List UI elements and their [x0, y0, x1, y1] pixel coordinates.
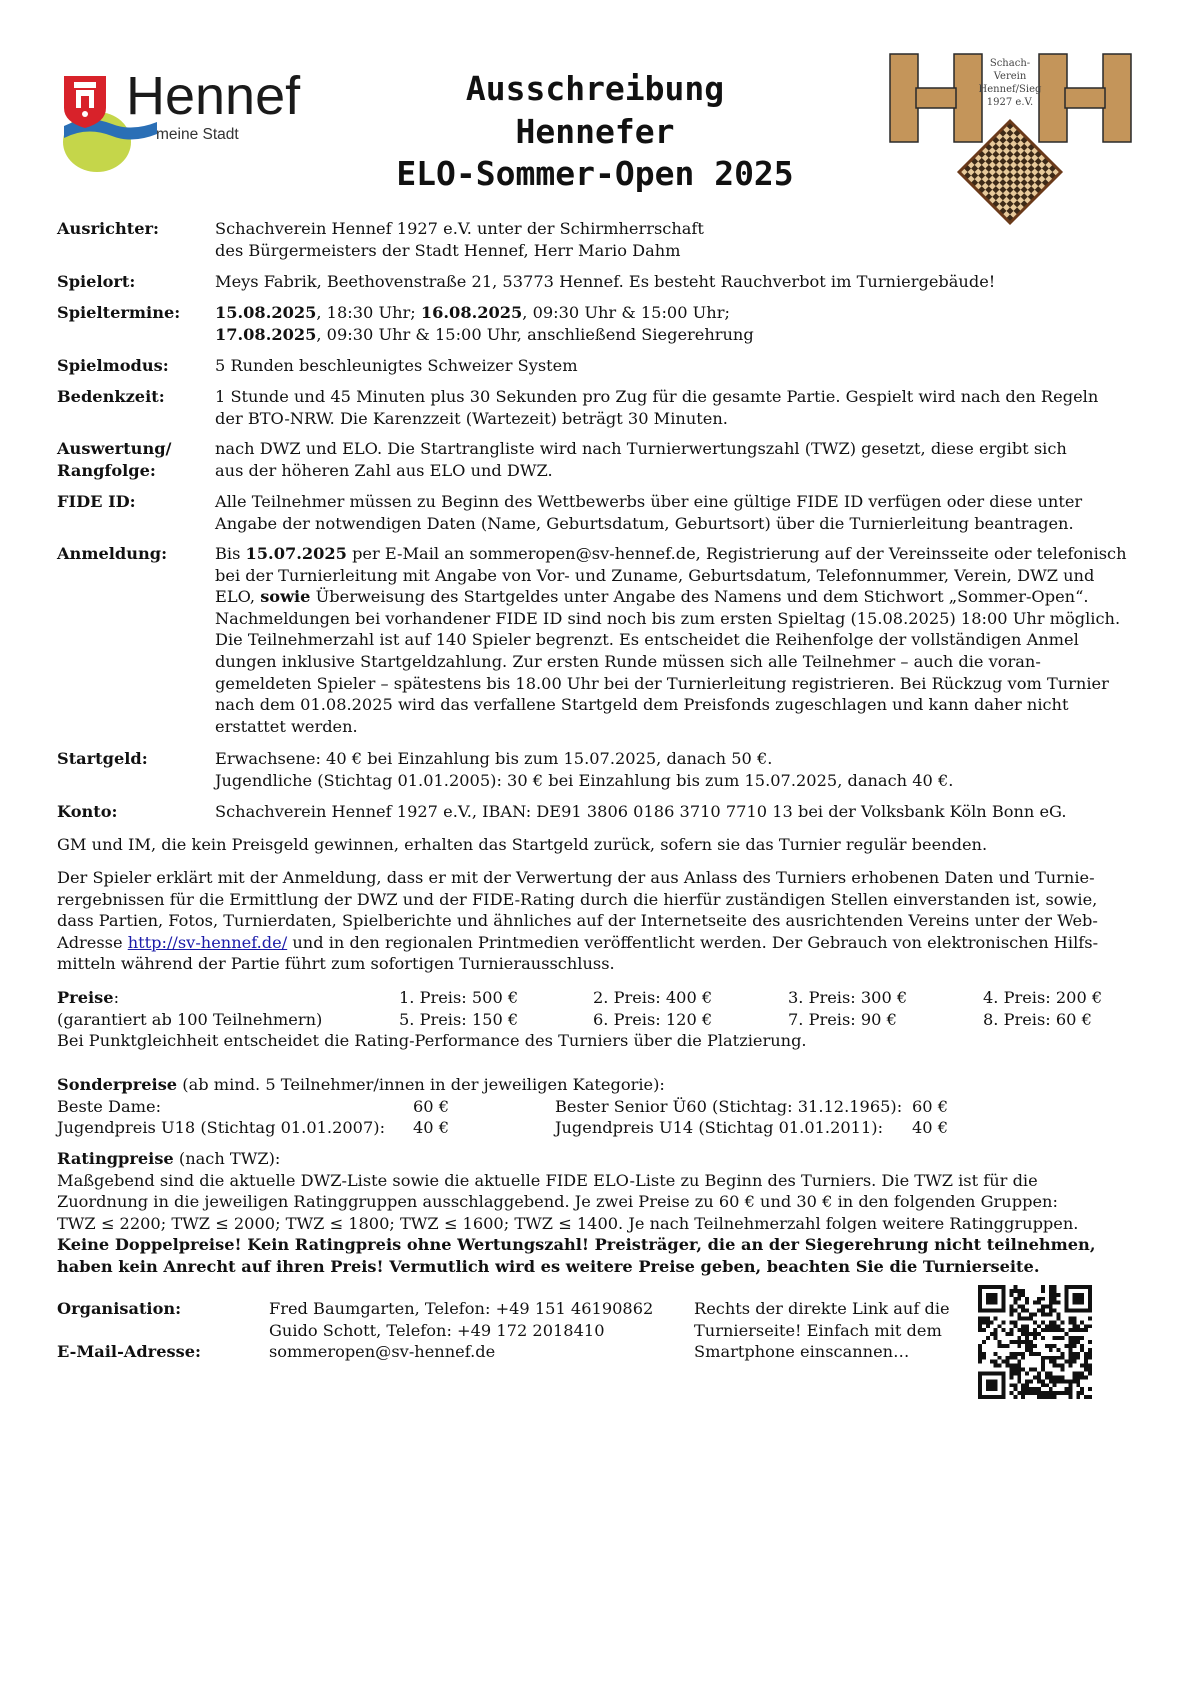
hennef-city-logo: [62, 64, 352, 174]
preise-tiebreak: Bei Punktgleichheit entscheidet die Rating-Performance des Turniers über die Platzierung.: [57, 1031, 807, 1051]
datenschutz-line-4: [57, 932, 1137, 954]
sonderpreis-name-3: Jugendpreis U18 (Stichtag 01.01.2007):: [57, 1118, 386, 1138]
preise-section: [57, 987, 1137, 1053]
value-fide-id: [215, 491, 1190, 534]
prize-1: 1. Preis: 500 €: [399, 988, 519, 1007]
prize-6: 6. Preis: 120 €: [593, 1009, 713, 1029]
label-spielmodus: Spielmodus:: [57, 356, 169, 375]
date-1: 15.08.2025: [215, 303, 317, 322]
bedenkzeit-line-1: 1 Stunde und 45 Minuten plus 30 Sekunden pro Zug für die gesamte Partie. Gespielt wird nach den Regeln: [215, 387, 1099, 406]
startgeld-line-1: Erwachsene: 40 € bei Einzahlung bis zum 15.07.2025, danach 50 €.: [215, 749, 773, 768]
sonderpreis-amount-3: 40 €: [413, 1118, 450, 1138]
ratingpreise-line-2: Zuordnung in die jeweiligen Ratinggruppen ausschlaggebend. Je zwei Preise zu 60 € und 30 € in den folgenden Gruppen:: [57, 1192, 1058, 1212]
ausrichter-line-2: des Bürgermeisters der Stadt Hennef, Herr Mario Dahm: [215, 240, 681, 260]
datenschutz-line-2: rergebnissen für die Ermittlung der DWZ und der FIDE-Rating durch die hierfür zuständigen Stellen einverstanden ist, sowie,: [57, 889, 1098, 909]
ratingpreise-line-3: TWZ ≤ 2200; TWZ ≤ 2000; TWZ ≤ 1800; TWZ ≤ 1600; TWZ ≤ 1400. Je nach Teilnehmerzahl folgen weitere Ratinggruppen.: [57, 1213, 1079, 1233]
organisation-label: Organisation:: [57, 1299, 182, 1318]
label-spielort: Spielort:: [57, 272, 136, 291]
prize-4: 4. Preis: 200 €: [983, 988, 1103, 1007]
ratingpreise-warning-1: Keine Doppelpreise! Kein Ratingpreis ohne Wertungszahl! Preisträger, die an der Siegerehrung nicht teilnehmen,: [57, 1235, 1096, 1255]
startgeld-line-2: Jugendliche (Stichtag 01.01.2005): 30 € bei Einzahlung bis zum 15.07.2025, danach 40 €.: [215, 770, 954, 790]
value-startgeld: [215, 748, 1190, 791]
datenschutz-l4a: Adresse: [57, 932, 128, 952]
sonderpreis-name-4: Jugendpreis U14 (Stichtag 01.01.2011):: [555, 1118, 884, 1138]
sonderpreis-amount-1: 60 €: [413, 1096, 450, 1116]
datenschutz-l4b: und in den regionalen Printmedien veröffentlicht werden. Der Gebrauch von elektronischen Hilfs-: [287, 932, 1099, 952]
prize-3: 3. Preis: 300 €: [788, 988, 908, 1007]
email-label: E-Mail-Adresse:: [57, 1342, 201, 1362]
sonderpreise-section: [57, 1074, 1137, 1140]
spieltermine-line-1: [215, 302, 1190, 324]
contact-section: [57, 1298, 1137, 1418]
title-line-3: ELO-Sommer-Open 2025: [396, 154, 794, 193]
value-spielort: Meys Fabrik, Beethovenstraße 21, 53773 Hennef. Es besteht Rauchverbot im Turniergebäude!: [215, 272, 996, 291]
spieltermine-line-2: [215, 324, 1190, 346]
sonderpreis-name-2: Bester Senior Ü60 (Stichtag: 31.12.1965):: [555, 1096, 903, 1116]
auswertung-line-2: aus der höheren Zahl aus ELO und DWZ.: [215, 460, 553, 480]
anmeldung-l1a: Bis: [215, 544, 246, 563]
preise-label: [57, 987, 119, 1009]
time-2: , 09:30 Uhr & 15:00 Uhr;: [522, 303, 730, 322]
time-3: , 09:30 Uhr & 15:00 Uhr, anschließend Siegerehrung: [316, 324, 754, 344]
datenschutz-line-5: mitteln während der Partie führt zum sofortigen Turnierausschluss.: [57, 954, 615, 974]
anmeldung-l3b: sowie: [260, 587, 311, 607]
city-tagline: meine Stadt: [156, 126, 239, 143]
email-address[interactable]: sommeropen@sv-hennef.de: [269, 1342, 496, 1362]
label-anmeldung: Anmeldung:: [57, 544, 168, 563]
value-bedenkzeit: [215, 386, 1190, 429]
ratingpreise-subtitle: (nach TWZ):: [173, 1149, 281, 1168]
auswertung-line-1: nach DWZ und ELO. Die Startrangliste wird nach Turnierwertungszahl (TWZ) gesetzt, diese ergibt sich: [215, 439, 1067, 458]
sonderpreis-amount-2: 60 €: [912, 1096, 949, 1116]
ausrichter-line-1: Schachverein Hennef 1927 e.V. unter der Schirmherrschaft: [215, 219, 704, 238]
club-logo-line-4: 1927 e.V.: [986, 97, 1034, 108]
ratingpreise-title: Ratingpreise: [57, 1149, 174, 1168]
label-spieltermine: Spieltermine:: [57, 303, 181, 322]
ratingpreise-heading: [57, 1148, 1137, 1170]
club-logo-line-3: Hennef/Sieg: [978, 84, 1042, 95]
preise-sublabel: (garantiert ab 100 Teilnehmern): [57, 1009, 323, 1029]
city-wordmark: Hennef: [126, 66, 301, 126]
prize-8: 8. Preis: 60 €: [983, 1009, 1092, 1029]
organizer-2: Guido Schott, Telefon: +49 172 2018410: [269, 1320, 605, 1340]
value-auswertung: [215, 438, 1190, 481]
club-website-link[interactable]: http://sv-hennef.de/: [127, 932, 288, 952]
bedenkzeit-line-2: der BTO-NRW. Die Karenzzeit (Wartezeit) beträgt 30 Minuten.: [215, 408, 728, 428]
title-line-2: Hennefer: [515, 111, 675, 151]
anmeldung-l3a: ELO,: [215, 587, 261, 607]
qr-hint-line-2: Turnierseite! Einfach mit dem: [694, 1320, 942, 1340]
sonderpreis-name-1: Beste Dame:: [57, 1096, 162, 1116]
qr-code-icon[interactable]: [978, 1285, 1092, 1399]
anmeldung-line-5: Die Teilnehmerzahl ist auf 140 Spieler begrenzt. Es entscheidet die Reihenfolge der vollständigen Anmel: [215, 630, 1079, 650]
preise-label-text: Preise: [57, 988, 114, 1007]
gm-im-note: GM und IM, die kein Preisgeld gewinnen, erhalten das Startgeld zurück, sofern sie das Turnier regulär beenden.: [57, 835, 988, 854]
datenschutz-line-3: dass Partien, Fotos, Turnierdaten, Spielberichte und ähnliches auf der Internetseite des ausrichtenden Vereins unter der Web-: [57, 911, 1098, 931]
fide-line-2: Angabe der notwendigen Daten (Name, Geburtsdatum, Geburtsort) über die Turnierleitung beantragen.: [215, 513, 1074, 533]
document-title: [350, 68, 840, 196]
title-line-1: Ausschreibung: [465, 69, 725, 108]
preise-label-colon: :: [113, 988, 120, 1007]
organizer-1: Fred Baumgarten, Telefon: +49 151 46190862: [269, 1299, 654, 1318]
fide-line-1: Alle Teilnehmer müssen zu Beginn des Wettbewerbs über eine gültige FIDE ID verfügen oder diese unter: [215, 492, 1083, 511]
date-2: 16.08.2025: [420, 303, 523, 322]
prize-2: 2. Preis: 400 €: [593, 988, 713, 1007]
chess-club-emblem: [888, 52, 1133, 230]
datenschutz-paragraph: [57, 867, 1137, 975]
value-spieltermine: [215, 302, 1190, 345]
qr-hint-line-3: Smartphone einscannen…: [694, 1342, 910, 1362]
ratingpreise-section: [57, 1148, 1137, 1278]
sonderpreise-subtitle: (ab mind. 5 Teilnehmer/innen in der jeweiligen Kategorie):: [177, 1075, 665, 1094]
club-logo-line-1: Schach-: [989, 58, 1031, 69]
label-auswertung-2: Rangfolge:: [57, 460, 156, 480]
sonderpreis-amount-4: 40 €: [912, 1118, 949, 1138]
ratingpreise-warning-2: haben kein Anrecht auf ihren Preis! Vermutlich wird es weitere Preise geben, beachten Sie die Turnierseite.: [57, 1256, 1040, 1276]
anmeldung-l3c: Überweisung des Startgeldes unter Angabe des Namens und dem Stichwort „Sommer-Open“.: [310, 587, 1089, 607]
anmeldung-line-3: [215, 586, 1190, 608]
anmeldung-line-4: Nachmeldungen bei vorhandener FIDE ID sind noch bis zum ersten Spieltag (15.08.2025) 18:00 Uhr möglich.: [215, 608, 1121, 628]
anmeldung-line-2: bei der Turnierleitung mit Angabe von Vor- und Zuname, Geburtsdatum, Telefonnummer, Verein, DWZ und: [215, 565, 1095, 585]
label-konto: Konto:: [57, 802, 118, 821]
anmeldung-l1c: per E-Mail an sommeropen@sv-hennef.de, Registrierung auf der Vereinsseite oder telefonisch: [346, 544, 1127, 563]
datenschutz-line-1: Der Spieler erklärt mit der Anmeldung, dass er mit der Verwertung der aus Anlass des Turniers erhobenen Daten und Turnie-: [57, 868, 1095, 887]
anmeldung-line-7: gemeldeten Spieler – spätestens bis 18.00 Uhr bei der Turnierleitung registrieren. Bei Rückzug vom Turnier: [215, 673, 1109, 693]
value-spielmodus: 5 Runden beschleunigtes Schweizer System: [215, 356, 578, 375]
value-konto: Schachverein Hennef 1927 e.V., IBAN: DE91 3806 0186 3710 7710 13 bei der Volksbank Köln Bonn eG.: [215, 802, 1067, 821]
sonderpreise-heading: [57, 1074, 665, 1096]
label-bedenkzeit: Bedenkzeit:: [57, 387, 165, 406]
anmeldung-line-1: [215, 543, 1190, 565]
value-anmeldung: [215, 543, 1190, 737]
qr-hint-line-1: Rechts der direkte Link auf die: [694, 1299, 950, 1318]
label-ausrichter: Ausrichter:: [57, 219, 160, 238]
anmeldung-line-6: dungen inklusive Startgeldzahlung. Zur ersten Runde müssen sich alle Teilnehmer – auch die voran-: [215, 651, 1041, 671]
label-fide-id: FIDE ID:: [57, 492, 136, 511]
qr-code-graphic: [978, 1285, 1092, 1399]
sonderpreise-title: Sonderpreise: [57, 1075, 178, 1094]
hennef-logo-graphic: [62, 64, 352, 174]
anmeldung-deadline: 15.07.2025: [245, 544, 347, 563]
chess-club-logo: [888, 52, 1133, 230]
prize-5: 5. Preis: 150 €: [399, 1009, 519, 1029]
prize-7: 7. Preis: 90 €: [788, 1009, 897, 1029]
anmeldung-line-8: nach dem 01.08.2025 wird das verfallene Startgeld dem Preisfonds zugeschlagen und kann daher nicht: [215, 695, 1069, 715]
anmeldung-line-9: erstattet werden.: [215, 716, 358, 736]
club-logo-line-2: Verein: [993, 71, 1027, 82]
value-ausrichter: [215, 218, 1190, 261]
label-auswertung: [57, 438, 207, 481]
label-startgeld: Startgeld:: [57, 749, 148, 768]
ratingpreise-line-1: Maßgebend sind die aktuelle DWZ-Liste sowie die aktuelle FIDE ELO-Liste zu Beginn des Turniers. Die TWZ ist für die: [57, 1170, 1038, 1190]
label-auswertung-1: Auswertung/: [57, 439, 172, 458]
date-3: 17.08.2025: [215, 324, 317, 344]
time-1: , 18:30 Uhr;: [316, 303, 421, 322]
